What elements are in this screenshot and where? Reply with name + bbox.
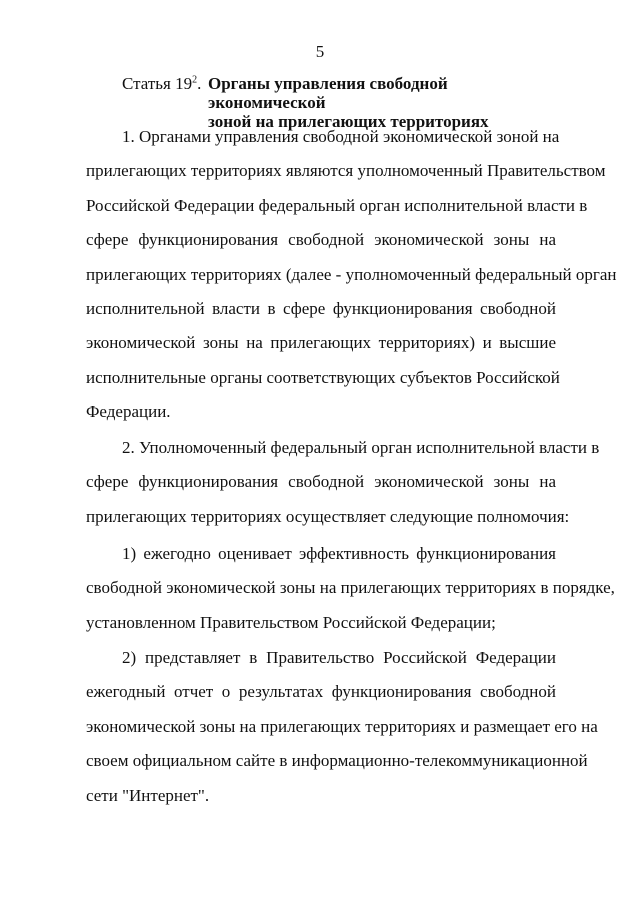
text-line: сети "Интернет".: [86, 785, 210, 805]
text-line: экономической зоны на прилегающих территориях и размещает его на: [86, 716, 598, 736]
text-line: прилегающих территориях (далее - уполномоченный федеральный орган: [86, 264, 617, 284]
article-label: [122, 74, 208, 93]
text-line: 1. Органами управления свободной экономической зоной на: [122, 127, 560, 146]
text-line: Федерации.: [86, 402, 171, 422]
text-line: сфере функционирования свободной экономической зоны на: [86, 472, 556, 492]
text-line: прилегающих территориях являются уполномоченный Правительством: [86, 161, 606, 181]
text-line: 2. Уполномоченный федеральный орган исполнительной власти в: [122, 438, 600, 457]
article-title-line: зоной на прилегающих территориях: [208, 112, 489, 131]
paragraph-2: [86, 431, 600, 534]
text-line: исполнительные органы соответствующих субъектов Российской: [86, 367, 560, 387]
text-line: 1) ежегодно оценивает эффективность функционирования: [122, 544, 556, 563]
text-line: исполнительной власти в сфере функционирования свободной: [86, 298, 556, 318]
paragraph-1: [86, 120, 617, 430]
text-line: свободной экономической зоны на прилегающих территориях в порядке,: [86, 578, 615, 598]
text-line: экономической зоны на прилегающих территориях) и высшие: [86, 333, 556, 353]
article-label-prefix: Статья 19: [122, 74, 193, 93]
article-label-suffix: .: [197, 74, 202, 93]
text-line: Российской Федерации федеральный орган исполнительной власти в: [86, 195, 588, 215]
page-number: 5: [315, 42, 325, 61]
article-title-line: Органы управления свободной экономической: [208, 74, 448, 112]
paragraph-4: [86, 641, 598, 813]
text-line: ежегодный отчет о результатах функционирования свободной: [86, 682, 556, 702]
text-line: 2) представляет в Правительство Российской Федерации: [122, 648, 556, 667]
text-line: своем официальном сайте в информационно-телекоммуникационной: [86, 751, 588, 771]
paragraph-3: [86, 537, 615, 640]
text-line: сфере функционирования свободной экономической зоны на: [86, 230, 556, 250]
text-line: прилегающих территориях осуществляет следующие полномочия:: [86, 506, 570, 526]
text-line: установленном Правительством Российской Федерации;: [86, 612, 496, 632]
article-label-superscript: 2: [192, 74, 198, 86]
